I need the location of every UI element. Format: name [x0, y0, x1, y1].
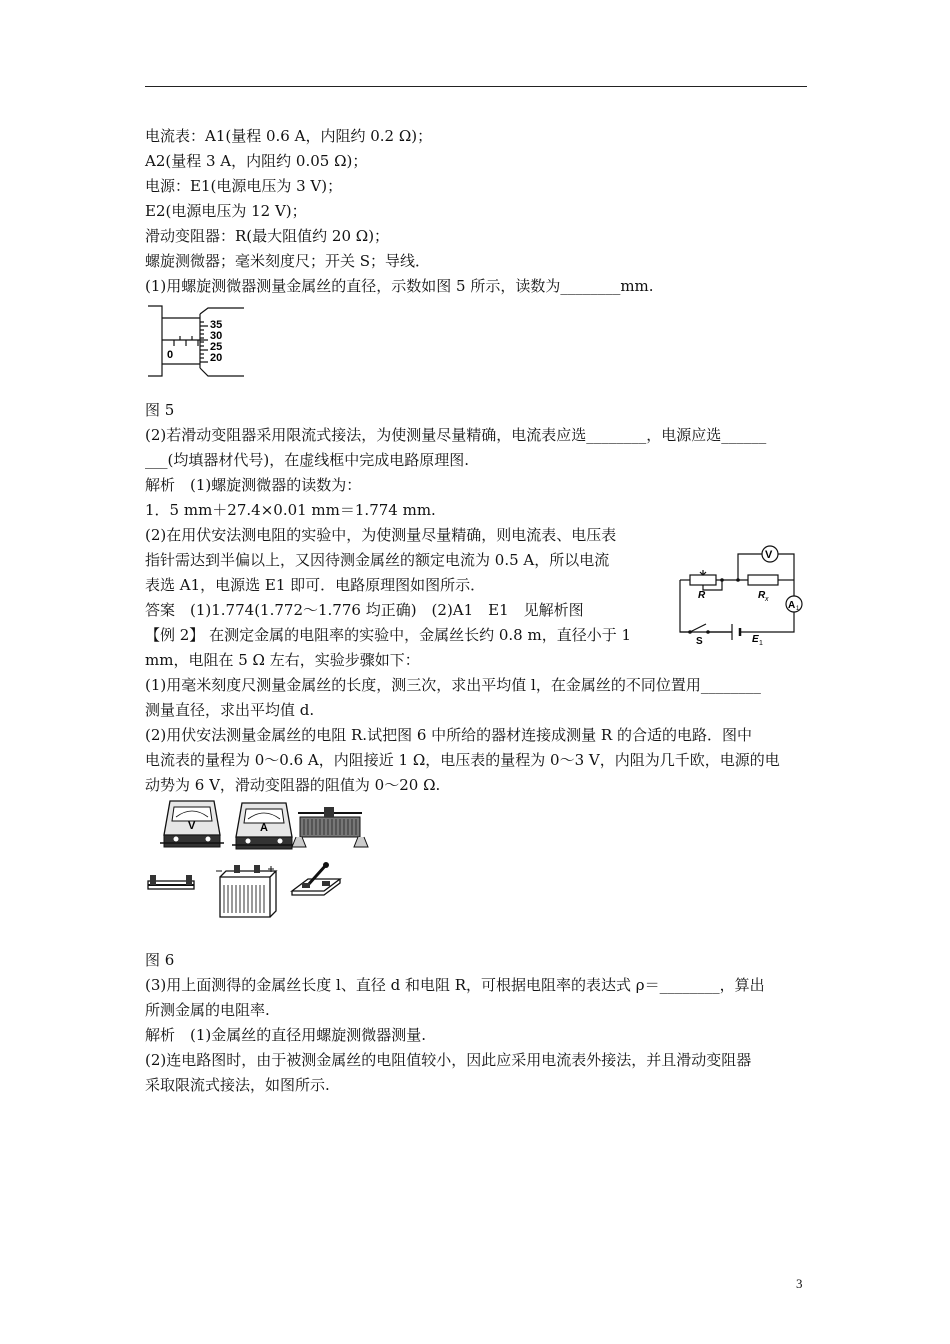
text-line: ___(均填器材代号)，在虚线框中完成电路原理图.	[145, 451, 469, 469]
rheostat-label: R	[698, 590, 706, 601]
resistor-label: R	[758, 590, 766, 601]
text-line: 电源：E1(电源电压为 3 V)；	[145, 177, 343, 195]
text-line: 表选 A1，电源选 E1 即可．电路原理图如图所示．	[145, 576, 486, 594]
text-line: 动势为 6 V，滑动变阻器的阻值为 0～20 Ω.	[145, 776, 441, 794]
text-line: (2)用伏安法测量金属丝的电阻 R.试把图 6 中所给的器材连接成测量 R 的合适的电路．图中	[145, 726, 752, 744]
text-line: 螺旋测微器；毫米刻度尺；开关 S；导线．	[145, 252, 431, 270]
ammeter-icon	[232, 803, 296, 849]
voltmeter-face-label: V	[188, 820, 196, 832]
battery-label: E	[752, 634, 759, 645]
text-line: 电流表：A1(量程 0.6 A，内阻约 0.2 Ω)；	[145, 127, 433, 145]
resistor-subscript: x	[765, 596, 769, 603]
text-line: mm，电阻在 5 Ω 左右，实验步骤如下：	[145, 651, 420, 669]
micrometer-figure	[140, 298, 250, 384]
scale-label: 30	[210, 330, 223, 342]
voltmeter-label: V	[765, 549, 773, 561]
text-line: 所测金属的电阻率.	[145, 1001, 270, 1019]
battery-subscript: 1	[759, 640, 763, 647]
text-line: 滑动变阻器：R(最大阻值约 20 Ω)；	[145, 227, 390, 245]
text-line: 解析 (1)螺旋测微器的读数为：	[145, 476, 362, 494]
ammeter-face-label: A	[260, 822, 268, 834]
scale-label: 25	[210, 341, 223, 353]
ammeter-subscript: 1	[796, 606, 800, 612]
battery-icon	[216, 865, 276, 917]
circuit-diagram	[676, 540, 806, 648]
text-line: 解析 (1)金属丝的直径用螺旋测微器测量.	[145, 1026, 427, 1044]
text-line: 采取限流式接法，如图所示.	[145, 1076, 330, 1094]
text-line: (2)若滑动变阻器采用限流式接法，为使测量尽量精确，电流表应选________，电源应选______	[145, 426, 767, 444]
text-line: 指针需达到半偏以上，又因待测金属丝的额定电流为 0.5 A，所以电流	[145, 551, 610, 569]
text-line: (1)用螺旋测微器测量金属丝的直径，示数如图 5 所示，读数为________mm.	[145, 277, 654, 295]
switch-label: S	[696, 636, 703, 647]
wire-board-icon	[148, 875, 194, 889]
figure-caption: 图 6	[145, 951, 175, 969]
text-line: A2(量程 3 A，内阻约 0.05 Ω)；	[145, 152, 368, 170]
apparatus-figure	[140, 795, 380, 925]
scale-label: 20	[210, 352, 223, 364]
text-line: 1．5 mm＋27.4×0.01 mm＝1.774 mm.	[145, 501, 436, 519]
text-line: 【例 2】 在测定金属的电阻率的实验中，金属丝长约 0.8 m，直径小于 1	[145, 626, 632, 644]
scale-label: 35	[210, 319, 223, 331]
text-line: (1)用毫米刻度尺测量金属丝的长度，测三次，求出平均值 l，在金属丝的不同位置用________	[145, 676, 761, 694]
ammeter-label: A	[788, 600, 796, 611]
zero-label: 0	[167, 349, 174, 361]
text-line: (2)在用伏安法测电阻的实验中，为使测量尽量精确，则电流表、电压表	[145, 526, 617, 544]
figure-caption: 图 5	[145, 401, 175, 419]
text-line: 测量直径，求出平均值 d.	[145, 701, 315, 719]
rheostat-icon	[292, 807, 368, 847]
page-number: 3	[796, 1276, 803, 1291]
header-rule	[145, 86, 807, 87]
voltmeter-icon	[160, 801, 224, 847]
text-line: (3)用上面测得的金属丝长度 l、直径 d 和电阻 R，可根据电阻率的表达式 ρ＝________，算出	[145, 976, 765, 994]
text-line: 电流表的量程为 0～0.6 A，内阻接近 1 Ω，电压表的量程为 0～3 V，内阻为几千欧，电源的电	[145, 751, 780, 769]
text-line: 答案 (1)1.774(1.772～1.776 均正确) (2)A1 E1 见解析图	[145, 601, 584, 619]
text-line: (2)连电路图时，由于被测金属丝的电阻值较小，因此应采用电流表外接法，并且滑动变阻器	[145, 1051, 752, 1069]
switch-icon	[292, 862, 340, 895]
text-line: E2(电源电压为 12 V)；	[145, 202, 307, 220]
